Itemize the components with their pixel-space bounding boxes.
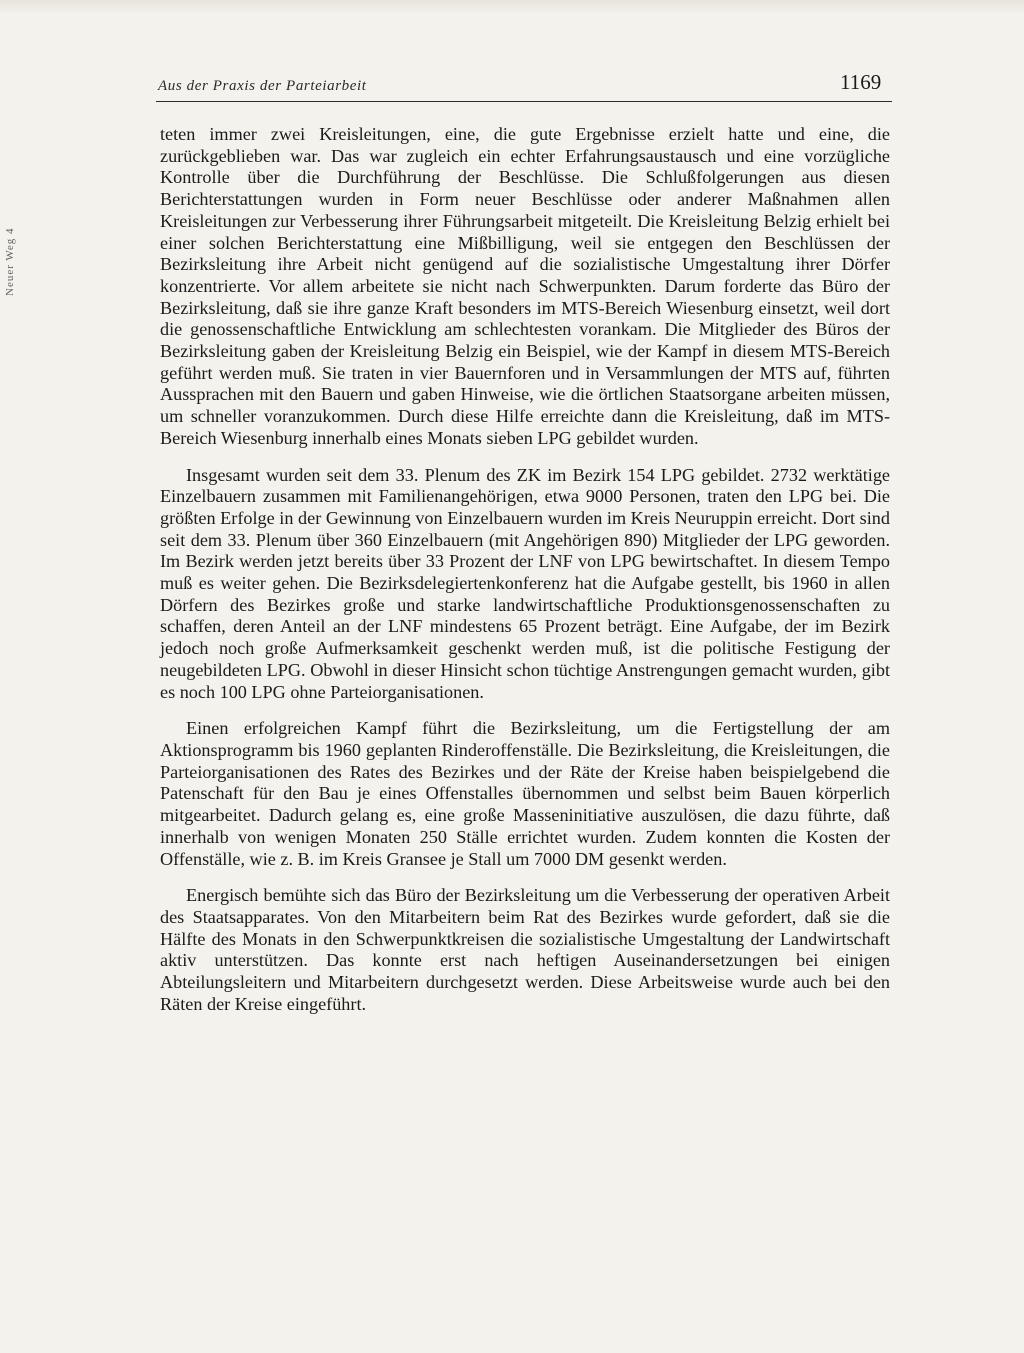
running-header: Aus der Praxis der Parteiarbeit <box>158 78 367 94</box>
margin-stamp: Neuer Weg 4 <box>4 227 16 296</box>
paragraph: Insgesamt wurden seit dem 33. Plenum des ZK im Bezirk 154 LPG gebildet. 2732 werktätige Einzelbauern zusammen mit Familienangehörigen, etwa 9000 Personen, traten den LPG bei. Die größten Erfolge in der Gewinnung von Einzelbauern wurden im Kreis Neuruppin erreicht. Dort sind seit dem 33. Plenum über 360 Einzelbauern (mit Angehörigen 890) Mitglieder der LPG geworden. Im Bezirk werden jetzt bereits über 33 Prozent der LNF von LPG bewirtschaftet. In diesem Tempo muß es weiter gehen. Die Bezirksdelegiertenkonferenz hat die Aufgabe gestellt, bis 1960 in allen Dörfern des Bezirkes große und starke landwirtschaftliche Produktionsgenossenschaften zu schaffen, deren Anteil an der LNF mindestens 65 Prozent beträgt. Eine Aufgabe, der im Bezirk jedoch noch große Aufmerksamkeit geschenkt werden muß, ist die politische Festigung der neugebildeten LPG. Obwohl in dieser Hinsicht schon tüchtige Anstrengungen gemacht wurden, gibt es noch 100 LPG ohne Parteiorganisationen. <box>160 464 890 702</box>
paragraph: Einen erfolgreichen Kampf führt die Bezirksleitung, um die Fertigstellung der am Aktionsprogramm bis 1960 geplanten Rinderoffenställe. Die Bezirksleitung, die Kreisleitungen, die Parteiorganisationen des Rates des Bezirkes und der Räte der Kreise haben beispielgebend die Patenschaft für den Bau je eines Offenstalles übernommen und selbst beim Bauen körperlich mitgearbeitet. Dadurch gelang es, eine große Masseninitiative auszulösen, die dazu führte, daß innerhalb von wenigen Monaten 250 Ställe errichtet wurden. Zudem konnten die Kosten der Offenställe, wie z. B. im Kreis Gransee je Stall um 7000 DM gesenkt werden. <box>160 718 890 869</box>
paragraph: Energisch bemühte sich das Büro der Bezirksleitung um die Verbesserung der operativen Arbeit des Staatsapparates. Von den Mitarbeitern beim Rat des Bezirkes wurde gefordert, daß sie die Hälfte des Monats in den Schwerpunktkreisen die sozialistische Umgestaltung der Landwirtschaft aktiv unterstützen. Das konnte erst nach heftigen Auseinandersetzungen bei einigen Abteilungsleitern und Mitarbeitern durchgesetzt werden. Diese Arbeitsweise wurde auch bei den Räten der Kreise eingeführt. <box>160 885 890 1014</box>
header-rule <box>156 101 892 102</box>
page-number: 1169 <box>840 70 882 94</box>
paragraph: teten immer zwei Kreisleitungen, eine, die gute Ergebnisse erzielt hatte und eine, die zurückgeblieben war. Das war zugleich ein echter Erfahrungsaustausch und eine vorzügliche Kontrolle über die Durchführung der Beschlüsse. Die Schlußfolgerungen aus diesen Berichterstattungen wurden in Form neuer Beschlüsse oder anderer Maßnahmen allen Kreisleitungen zur Verbesserung ihrer Führungsarbeit mitgeteilt. Die Kreisleitung Belzig erhielt bei einer solchen Berichterstattung eine Mißbilligung, weil sie entgegen den Beschlüssen der Bezirksleitung ihre Arbeit nicht genügend auf die sozialistische Umgestaltung ihrer Dörfer konzentrierte. Vor allem arbeitete sie nicht nach Schwerpunkten. Darum forderte das Büro der Bezirksleitung, daß sie ihre ganze Kraft besonders im MTS-Bereich Wiesenburg einsetzt, weil dort die genossenschaftliche Entwicklung am schlechtesten vorankam. Die Mitglieder des Büros der Bezirksleitung gaben der Kreisleitung Belzig ein Beispiel, wie der Kampf in diesem MTS-Bereich geführt werden muß. Sie traten in vier Bauernforen und in Versammlungen der MTS auf, führten Aussprachen mit den Bauern und gaben Hinweise, wie die örtlichen Staatsorgane arbeiten müssen, um schneller voranzukommen. Durch diese Hilfe erreichte dann die Kreisleitung, daß im MTS-Bereich Wiesenburg innerhalb eines Monats sieben LPG gebildet wurden. <box>160 124 890 448</box>
body-text <box>160 124 890 1015</box>
scan-edge <box>0 0 1024 14</box>
